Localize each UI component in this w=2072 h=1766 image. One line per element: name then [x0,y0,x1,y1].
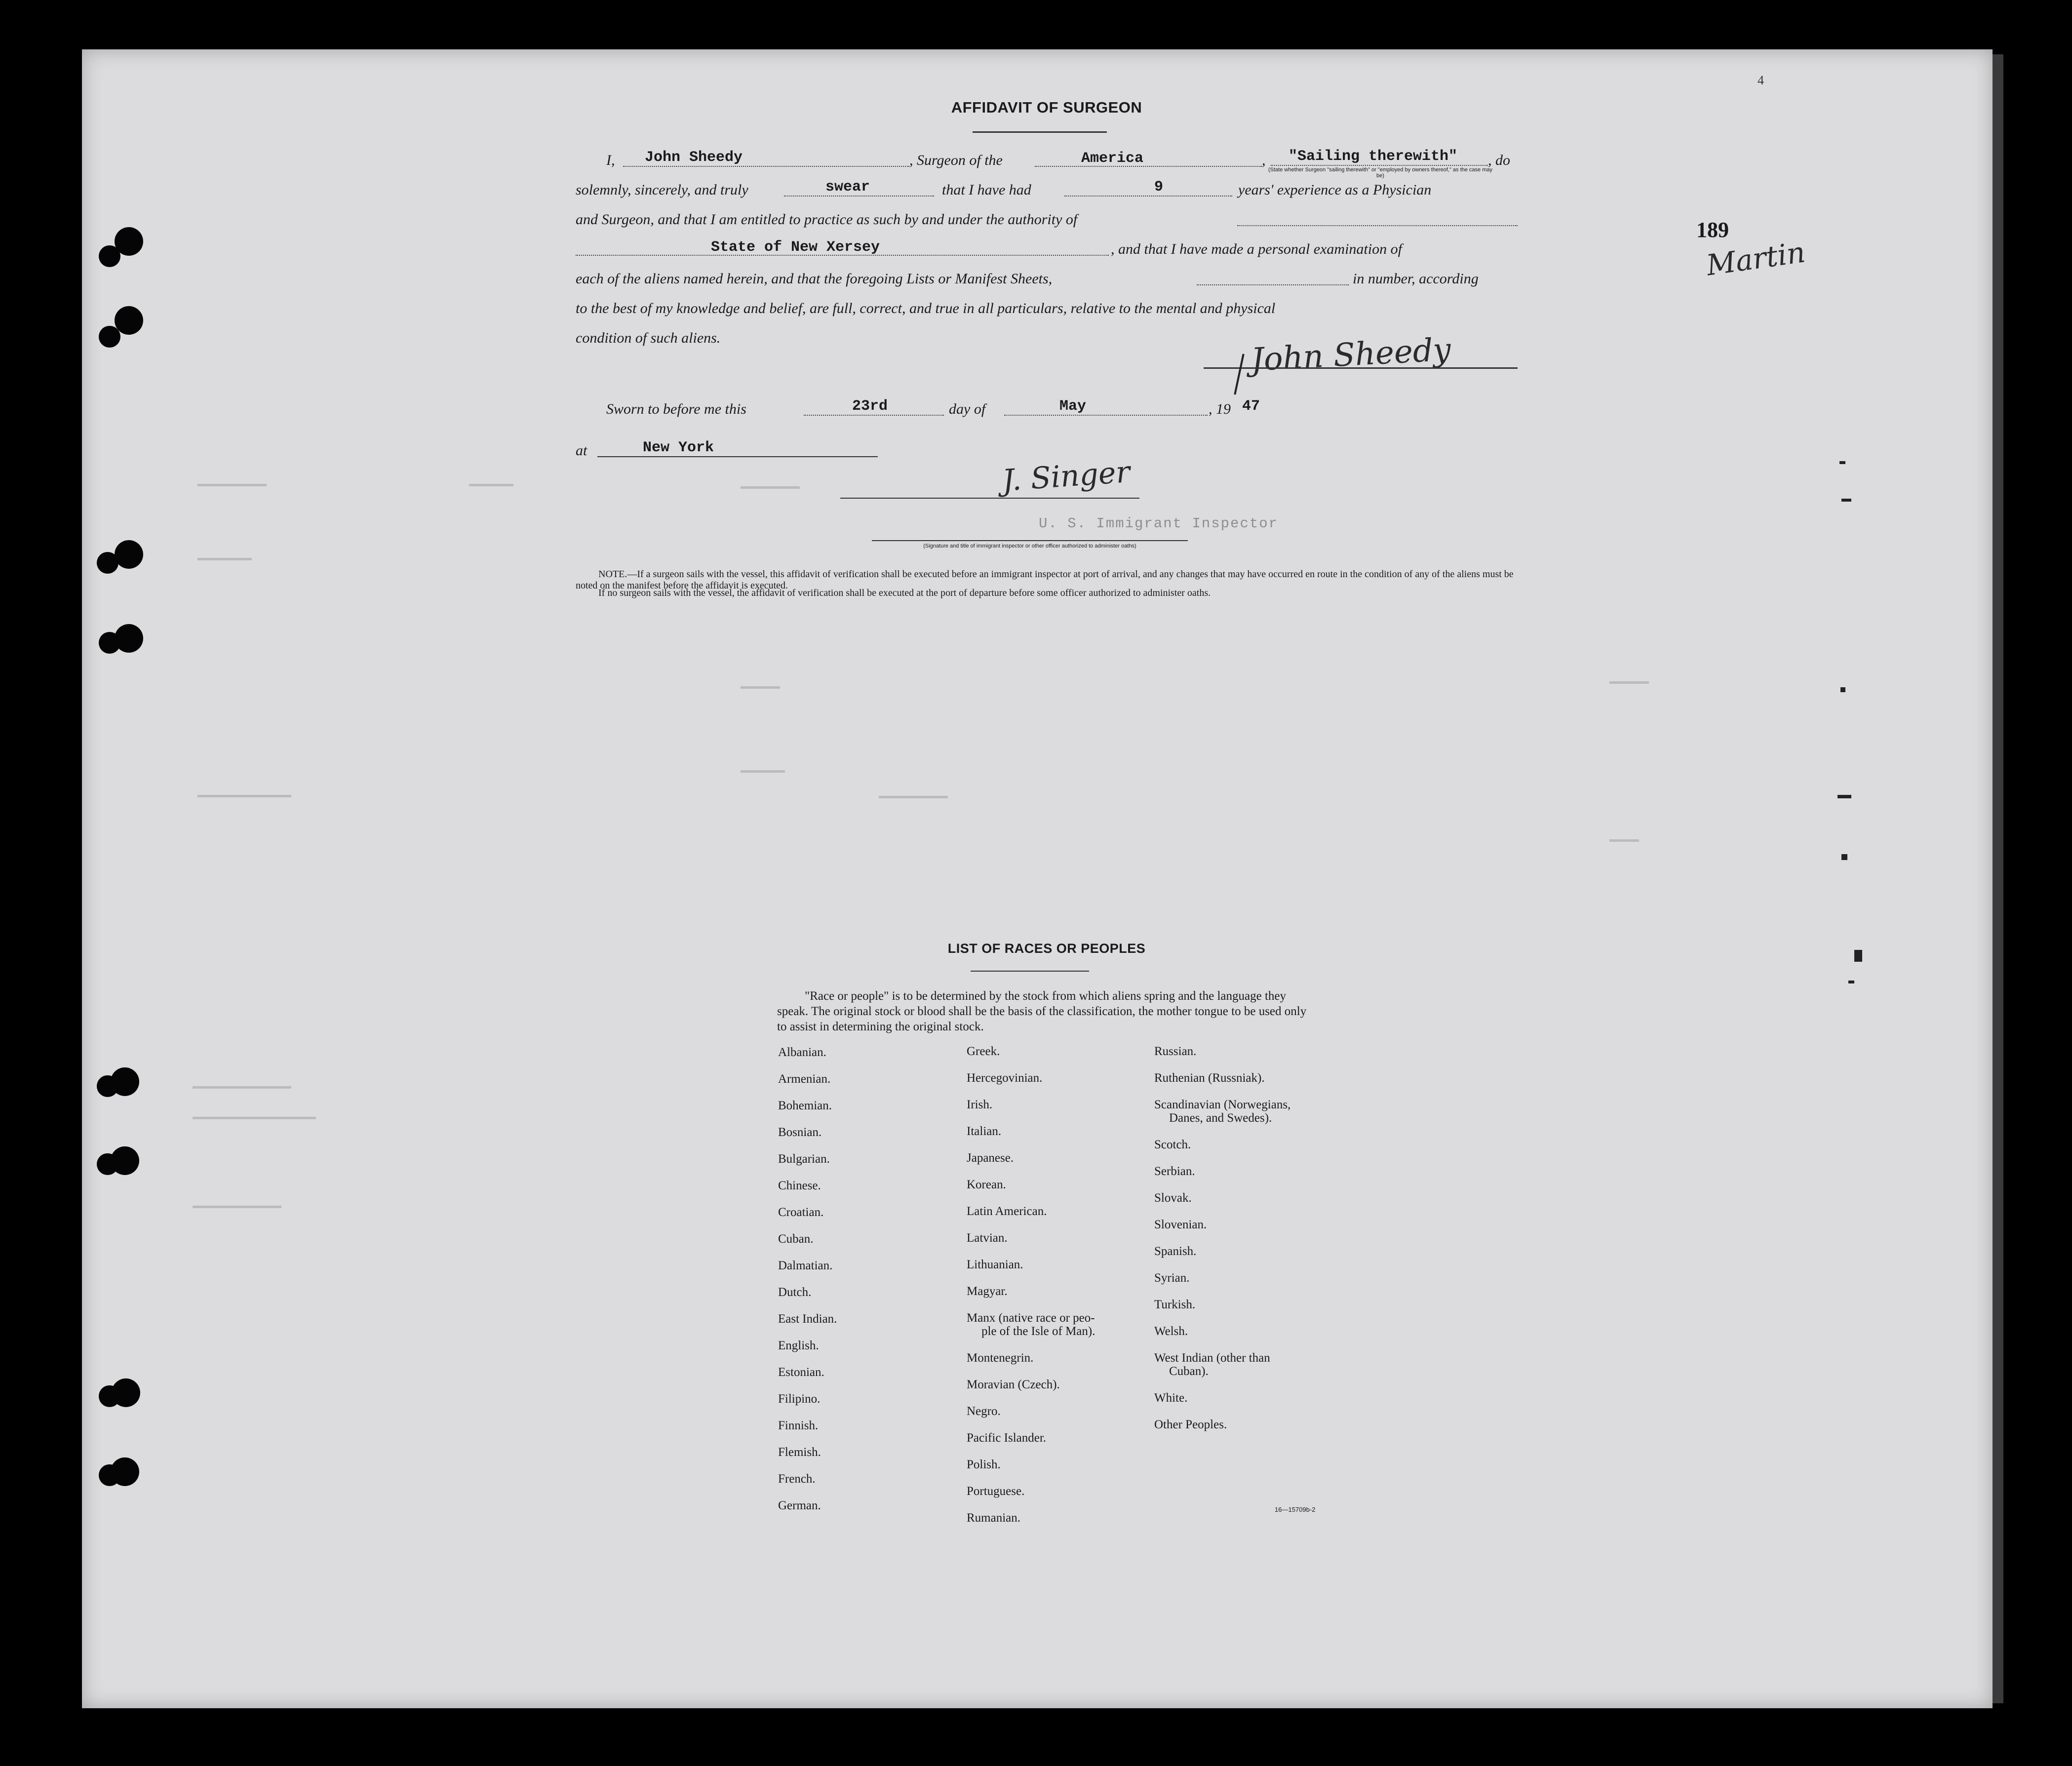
text-sworn: Sworn to before me this [606,401,746,417]
race-item: Hercegovinian. [967,1071,1043,1085]
race-item: White. [1154,1391,1188,1405]
race-item: Pacific Islander. [967,1431,1047,1445]
form-code: 16—15709b-2 [1275,1506,1316,1513]
races-column-2 [967,1045,1095,1538]
note-surgeon-sails: NOTE.—If a surgeon sails with the vessel, this affidavit of verification shall be executed before an immigrant inspector at port of arrival, and any changes that may have occurred en route in the condition of any of the aliens must be noted on the manifest before the affidavit is executed. [576,569,1514,591]
bleed-through [1609,839,1639,842]
binder-hole [99,1464,120,1486]
race-item: Estonian. [778,1366,824,1379]
race-item: English. [778,1339,819,1352]
races-title: LIST OF RACES OR PEOPLES [947,941,1146,956]
margin-speck [1841,499,1851,502]
bleed-through [197,558,252,560]
margin-speck [1839,461,1845,464]
race-item: Lithuanian. [967,1258,1023,1271]
authority-field: State of New Xersey [711,239,880,256]
race-item: West Indian (other than [1154,1351,1270,1365]
race-item: Bohemian. [778,1099,832,1112]
race-item: Irish. [967,1098,993,1111]
race-item: Japanese. [967,1151,1014,1165]
race-item: Magyar. [967,1285,1008,1298]
race-item: Syrian. [1154,1271,1190,1285]
bleed-through [193,1086,291,1089]
race-item: Dutch. [778,1286,812,1299]
races-intro: "Race or people" is to be determined by the stock from which aliens spring and the language they speak. The original stock or blood shall be the basis of the classification, the mother tongue to be used only to assist in determining the original stock. [777,989,1307,1033]
bleed-through [193,1206,281,1208]
race-item: Rumanian. [967,1511,1021,1525]
binder-hole [99,632,120,654]
text-and-surgeon: and Surgeon, and that I am entitled to practice as such by and under the authority of [576,211,1078,228]
race-item: Croatian. [778,1206,824,1219]
race-item-continued: Cuban). [1169,1365,1209,1378]
race-item: Scotch. [1154,1138,1191,1151]
text-at: at [576,442,587,459]
race-item: Moravian (Czech). [967,1378,1060,1391]
race-item: Negro. [967,1405,1001,1418]
name-line [623,166,909,167]
authority-line-a [1237,225,1518,226]
affidavit-title: AFFIDAVIT OF SURGEON [951,99,1142,116]
place-line [597,456,878,457]
races-title-rule [971,971,1089,972]
race-item: Korean. [967,1178,1006,1191]
sworn-year-field: 47 [1242,398,1260,415]
text-in-number: in number, according [1353,271,1479,287]
race-item: Other Peoples. [1154,1418,1227,1431]
margin-speck [1841,854,1847,860]
race-item: German. [778,1499,821,1512]
binder-hole [115,306,143,335]
sworn-month-field: May [1059,398,1087,415]
page-edge [1993,54,2003,1703]
race-item: Cuban. [778,1232,814,1246]
race-item: French. [778,1472,816,1486]
race-item: Slovak. [1154,1191,1192,1205]
vessel-line [1035,166,1262,167]
binder-hole [115,540,143,569]
sworn-place-field: New York [643,439,714,456]
inspector-signature-line [840,498,1139,499]
text-each: each of the aliens named herein, and that the foregoing Lists or Manifest Sheets, [576,271,1053,287]
surgeon-name-field: John Sheedy [645,149,743,166]
corner-mark: 4 [1758,73,1764,87]
race-item: Scandinavian (Norwegians, [1154,1098,1291,1111]
years-field: 9 [1154,179,1164,196]
binder-hole [99,245,120,267]
text-surgeon-of: , Surgeon of the [909,152,1003,168]
bleed-through [193,1117,316,1119]
bleed-through [741,770,785,773]
comma: , [1262,152,1266,168]
status-line [1271,165,1488,166]
race-item: Dalmatian. [778,1259,833,1272]
inspector-title: U. S. Immigrant Inspector [1039,515,1279,532]
bleed-through [1609,681,1649,684]
text-do: , do [1488,152,1510,168]
day-line [804,415,944,416]
status-hint: (State whether Surgeon "sailing therewith" or "employed by owners thereof," as the case may be) [1268,167,1493,179]
race-item: Latin American. [967,1205,1047,1218]
race-item-continued: Danes, and Swedes). [1169,1111,1272,1125]
race-item: Italian. [967,1125,1002,1138]
text-to-best: to the best of my knowledge and belief, are full, correct, and true in all particulars, relative to the mental and physical [576,300,1276,316]
vessel-field: America [1081,150,1144,167]
race-item: Chinese. [778,1179,821,1192]
text-years-exp: years' experience as a Physician [1238,182,1432,198]
margin-speck [1854,950,1862,962]
surgeon-signature: John Sheedy [1250,331,1452,379]
bleed-through [879,796,948,798]
handwritten-margin-note: Martin [1704,235,1807,282]
race-item: Ruthenian (Russniak). [1154,1071,1265,1085]
race-item: Russian. [1154,1045,1197,1058]
race-item: Manx (native race or peo- [967,1311,1095,1325]
text-exam: , and that I have made a personal examination of [1111,241,1402,257]
binder-hole [97,552,118,574]
note-no-surgeon: If no surgeon sails with the vessel, the affidavit of verification shall be executed at the port of departure before some officer authorized to administer oaths. [598,588,1211,598]
race-item: Bosnian. [778,1126,822,1139]
text-year-prefix: , 19 [1209,401,1231,417]
text-that-had: that I have had [942,182,1031,198]
bleed-through [197,484,267,486]
race-item: Armenian. [778,1072,831,1086]
race-item: Flemish. [778,1446,821,1459]
sheets-count-line [1197,284,1349,285]
text-condition: condition of such aliens. [576,330,721,346]
inspector-signature: J. Singer [1001,455,1132,498]
race-item: Polish. [967,1458,1001,1471]
month-line [1004,415,1208,416]
oath-field: swear [825,179,870,196]
inspector-title-line [872,540,1188,541]
race-item: Serbian. [1154,1165,1195,1178]
race-item: Bulgarian. [778,1152,830,1166]
binder-hole [97,1153,118,1175]
race-item: Greek. [967,1045,1000,1058]
text-i: I, [606,152,615,168]
bleed-through [741,686,780,689]
title-rule [973,131,1107,133]
race-item: Slovenian. [1154,1218,1207,1231]
text-day-of: day of [949,401,986,417]
binder-hole [97,1075,118,1097]
race-item: Albanian. [778,1046,826,1059]
status-field: "Sailing therewith" [1289,148,1458,165]
binder-hole [99,1385,120,1407]
signature-hint: (Signature and title of immigrant inspector or other officer authorized to administer oaths) [923,543,1136,549]
race-item: East Indian. [778,1312,837,1326]
margin-speck [1840,687,1845,692]
margin-speck [1837,795,1851,798]
binder-hole [99,326,120,348]
margin-speck [1848,981,1854,983]
page-number: 189 [1696,218,1729,242]
signature-line [1204,367,1518,369]
race-item: Filipino. [778,1392,821,1406]
bleed-through [741,486,800,489]
race-item: Montenegrin. [967,1351,1034,1365]
races-column-1 [778,1046,837,1526]
sworn-day-field: 23rd [852,398,888,415]
race-item: Spanish. [1154,1245,1197,1258]
race-item: Portuguese. [967,1485,1025,1498]
text-solemnly: solemnly, sincerely, and truly [576,182,748,198]
race-item-continued: ple of the Isle of Man). [981,1325,1095,1338]
race-item: Latvian. [967,1231,1008,1245]
race-item: Welsh. [1154,1325,1188,1338]
race-item: Turkish. [1154,1298,1196,1311]
races-column-3 [1154,1045,1290,1445]
bleed-through [469,484,513,486]
race-item: Finnish. [778,1419,819,1432]
bleed-through [197,795,291,797]
